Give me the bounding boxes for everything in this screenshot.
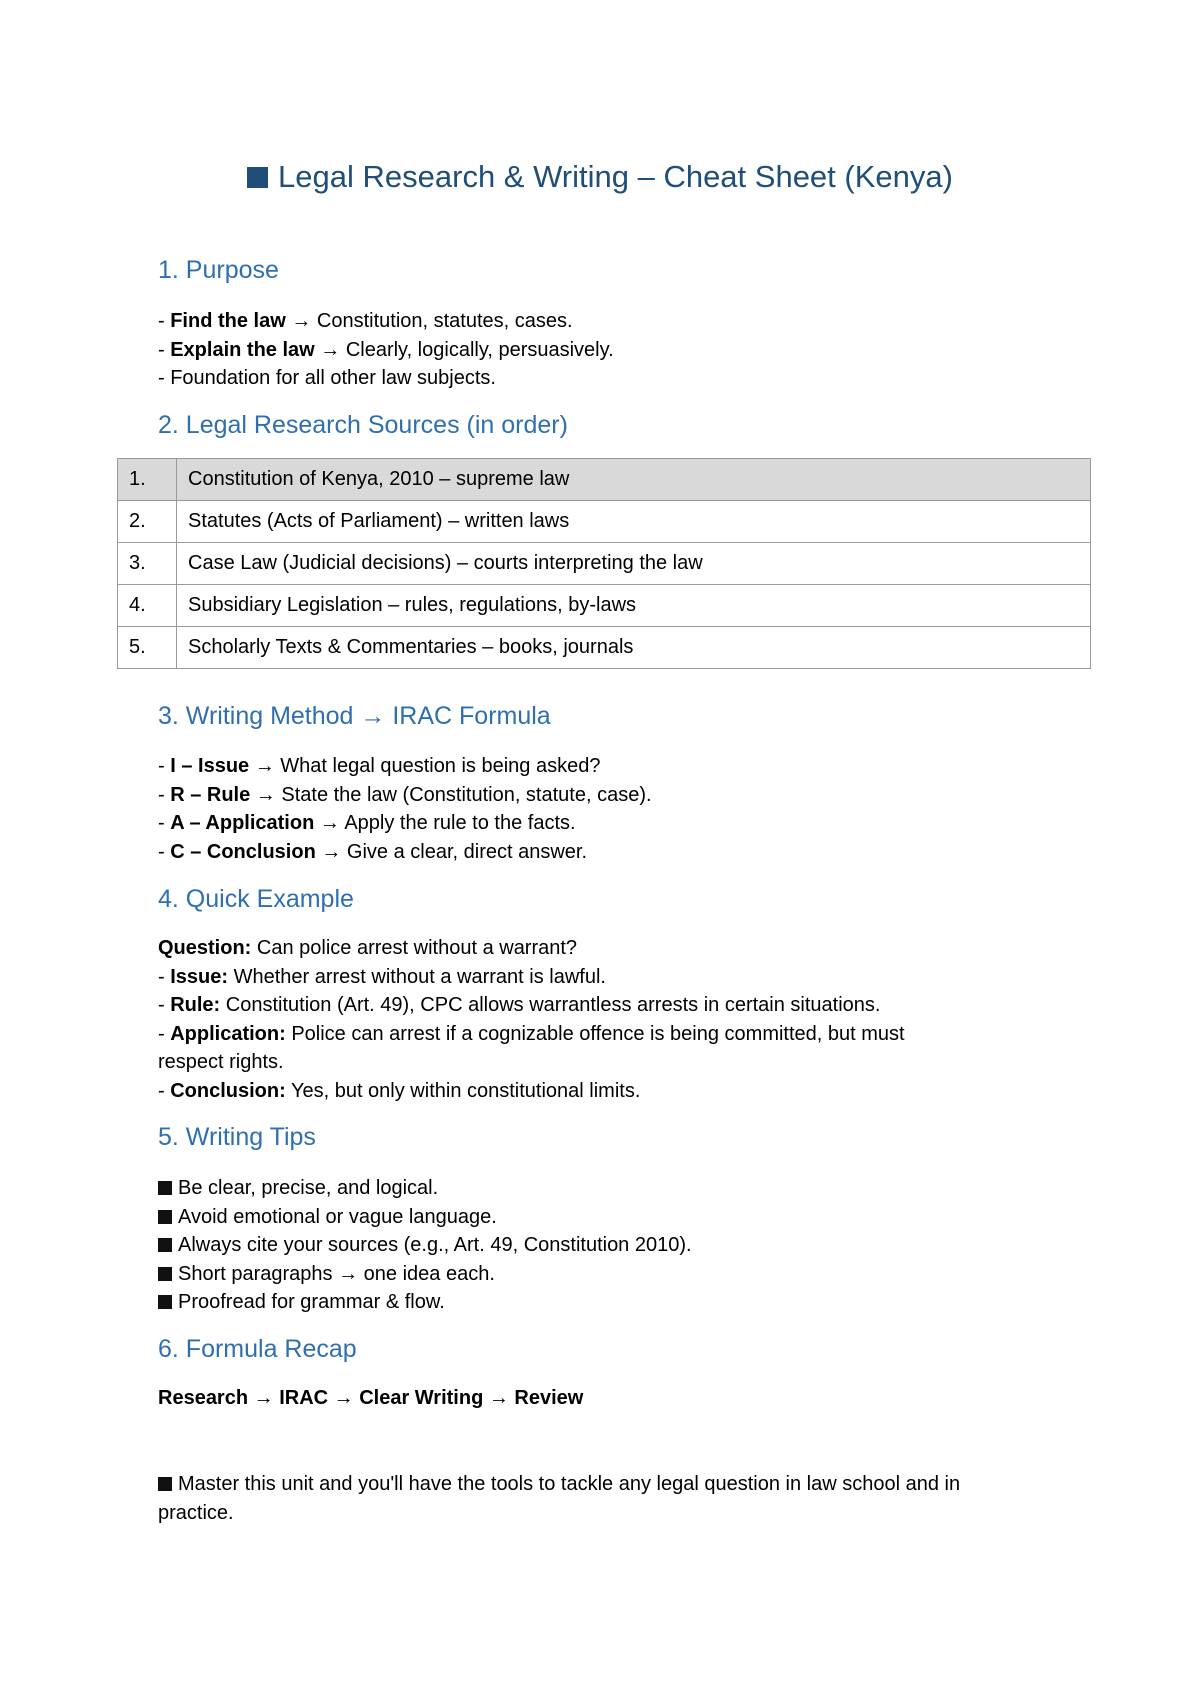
section-heading-sources: 2. Legal Research Sources (in order) (158, 411, 568, 439)
sources-table (117, 458, 1091, 669)
section-heading-purpose: 1. Purpose (158, 256, 279, 284)
recap-formula: Research → IRAC → Clear Writing → Review (158, 1387, 584, 1409)
table-row: 5. Scholarly Texts & Commentaries – books, journals (118, 627, 1091, 669)
section-heading-tips: 5. Writing Tips (158, 1123, 316, 1151)
section-heading-recap: 6. Formula Recap (158, 1335, 357, 1363)
purpose-list (158, 307, 1058, 393)
square-bullet-icon (158, 1477, 172, 1491)
list-item-continuation: respect rights. (158, 1051, 284, 1073)
page-title: Legal Research & Writing – Cheat Sheet (Kenya) (0, 157, 1200, 197)
table-row: 3. Case Law (Judicial decisions) – courts interpreting the law (118, 543, 1091, 585)
list-item: Proofread for grammar & flow. (158, 1288, 1058, 1317)
list-item: - Application: Police can arrest if a cognizable offence is being committed, but must (158, 1022, 905, 1045)
square-bullet-icon (158, 1267, 172, 1281)
closing-note: Master this unit and you'll have the tools to tackle any legal question in law school and in practice. (158, 1473, 961, 1524)
list-item: - A – Application → Apply the rule to the facts. (158, 812, 576, 834)
list-item: Avoid emotional or vague language. (158, 1203, 1058, 1232)
section-heading-example: 4. Quick Example (158, 885, 354, 913)
table-row: 2. Statutes (Acts of Parliament) – written laws (118, 501, 1091, 543)
list-item: Short paragraphs → one idea each. (158, 1260, 1058, 1289)
table-row: 4. Subsidiary Legislation – rules, regulations, by-laws (118, 585, 1091, 627)
list-item: Be clear, precise, and logical. (158, 1174, 1058, 1203)
list-item: - Conclusion: Yes, but only within constitutional limits. (158, 1079, 641, 1102)
example-question: Question: Can police arrest without a warrant? (158, 937, 578, 959)
list-item: - Issue: Whether arrest without a warrant is lawful. (158, 965, 606, 988)
list-item: - Explain the law → Clearly, logically, persuasively. (158, 338, 614, 361)
list-item: - C – Conclusion → Give a clear, direct answer. (158, 840, 588, 863)
square-bullet-icon (158, 1238, 172, 1252)
list-item: - R – Rule → State the law (Constitution, statute, case). (158, 783, 652, 806)
list-item: - I – Issue → What legal question is being asked? (158, 755, 601, 777)
square-bullet-icon (158, 1295, 172, 1309)
section-heading-irac: 3. Writing Method → IRAC Formula (158, 702, 551, 730)
square-bullet-icon (158, 1210, 172, 1224)
list-item: - Find the law → Constitution, statutes, cases. (158, 310, 573, 332)
list-item: Always cite your sources (e.g., Art. 49, Constitution 2010). (158, 1231, 1058, 1260)
irac-list (158, 752, 1058, 866)
tips-list (158, 1174, 1058, 1317)
list-item: - Rule: Constitution (Art. 49), CPC allows warrantless arrests in certain situations. (158, 994, 881, 1016)
table-row: 1. Constitution of Kenya, 2010 – supreme law (118, 459, 1091, 501)
square-bullet-icon (247, 167, 268, 188)
list-item: - Foundation for all other law subjects. (158, 367, 496, 389)
square-bullet-icon (158, 1181, 172, 1195)
example-list (158, 934, 1058, 1105)
